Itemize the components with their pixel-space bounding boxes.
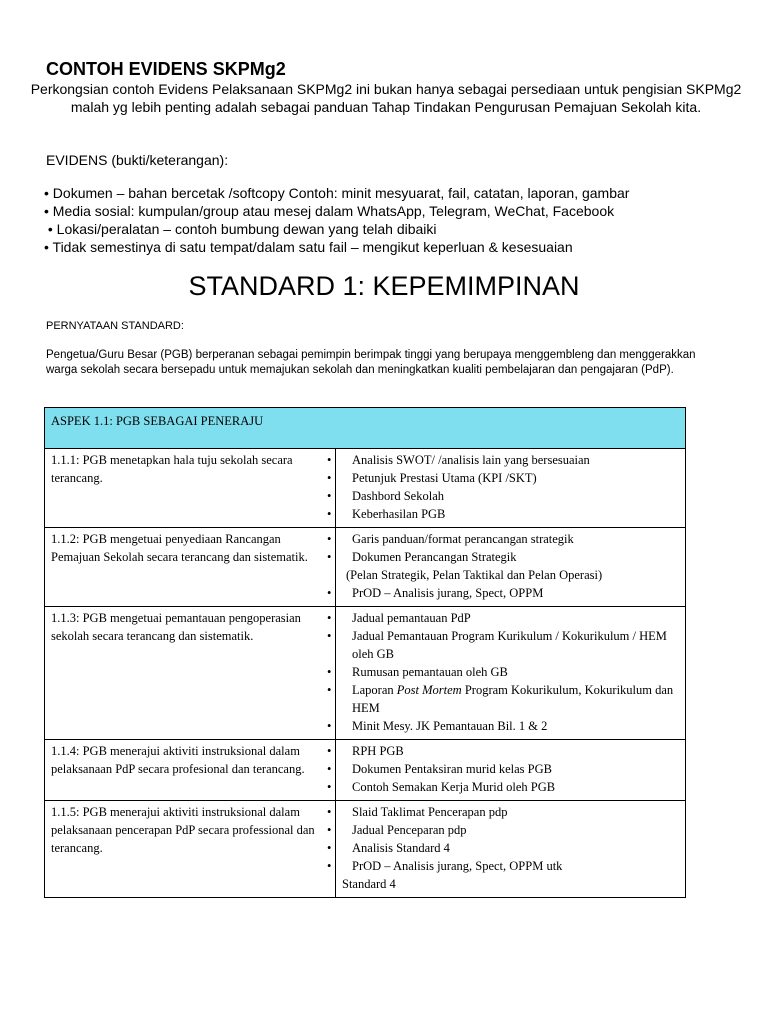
evidens-item: • Dokumen – bahan bercetak /softcopy Contoh: minit mesyuarat, fail, catatan, laporan, gambar [44,185,630,201]
pernyataan-label: PERNYATAAN STANDARD: [46,320,184,332]
aspek-table [44,407,686,898]
table-header-row [45,408,686,449]
criteria-cell: 1.1.2: PGB mengetuai penyediaan Rancangan Pemajuan Sekolah secara terancang dan sistematik. [45,528,336,607]
evidence-item: • Dokumen Pentaksiran murid kelas PGB [346,760,679,778]
evidence-item: • Jadual pemantauan PdP [346,609,679,627]
table-row [45,740,686,801]
evidence-cell [336,528,686,607]
document-title: CONTOH EVIDENS SKPMg2 [46,59,286,79]
evidence-item: • Contoh Semakan Kerja Murid oleh PGB [346,778,679,796]
laporan-before: Laporan [352,683,397,697]
evidence-list [342,803,679,875]
evidens-item: • Tidak semestinya di satu tempat/dalam satu fail – mengikut keperluan & kesesuaian [44,239,573,255]
criteria-cell: 1.1.3: PGB mengetuai pemantauan pengoperasian sekolah secara terancang dan sistematik. [45,607,336,740]
pernyataan-text: Pengetua/Guru Besar (PGB) berperanan sebagai pemimpin berimpak tinggi yang berupaya menggembleng dan menggerakkan warga sekolah secara bersepadu untuk memajukan sekolah dan meningkatkan kualiti pembelajaran dan pengajaran (PdP). [46,349,696,376]
evidence-list [342,609,679,735]
evidence-list [342,451,679,523]
evidens-heading: EVIDENS (bukti/keterangan): [46,152,229,168]
laporan-after: Program Kokurikulum, Kokurikulum dan HEM [352,683,674,715]
standard-title: STANDARD 1: KEPEMIMPINAN [188,271,580,301]
evidence-cell [336,801,686,898]
evidence-cell [336,607,686,740]
criteria-cell: 1.1.4: PGB menerajui aktiviti instruksional dalam pelaksanaan PdP secara profesional dan terancang. [45,740,336,801]
evidence-item: • Dokumen Perancangan Strategik [346,548,679,566]
evidence-item-laporan [346,681,679,717]
evidence-list [342,742,679,796]
evidence-item: • Jadual Pemantauan Program Kurikulum / Kokurikulum / HEM oleh GB [346,627,679,663]
evidens-item: • Media sosial: kumpulan/group atau mesej dalam WhatsApp, Telegram, WeChat, Facebook [44,203,615,219]
evidence-item: • RPH PGB [346,742,679,760]
evidence-note: (Pelan Strategik, Pelan Taktikal dan Pelan Operasi) [346,568,603,582]
evidence-item: • Analisis SWOT/ /analisis lain yang bersesuaian [346,451,679,469]
evidence-trailing: Standard 4 [342,877,396,891]
intro-paragraph: Perkongsian contoh Evidens Pelaksanaan SKPMg2 ini bukan hanya sebagai persediaan untuk pengisian SKPMg2 malah yg lebih penting adalah sebagai panduan Tahap Tindakan Pengurusan Pemajuan Sekolah kita. [30,81,742,115]
table-row [45,528,686,607]
evidence-item: • Keberhasilan PGB [346,505,679,523]
table-row [45,607,686,740]
evidens-list [44,184,629,256]
evidence-list [342,584,679,602]
evidens-item: • Lokasi/peralatan – contoh bumbung dewan yang telah dibaiki [44,221,437,237]
evidence-item: • Rumusan pemantauan oleh GB [346,663,679,681]
table-row [45,801,686,898]
evidence-item: • Dashbord Sekolah [346,487,679,505]
evidence-item: • Garis panduan/format perancangan strategik [346,530,679,548]
evidence-item: • Jadual Penceparan pdp [346,821,679,839]
table-row [45,449,686,528]
evidence-item: • Slaid Taklimat Pencerapan pdp [346,803,679,821]
criteria-cell: 1.1.5: PGB menerajui aktiviti instruksional dalam pelaksanaan pencerapan PdP secara professional dan terancang. [45,801,336,898]
evidence-item: • Analisis Standard 4 [346,839,679,857]
evidence-item: • PrOD – Analisis jurang, Spect, OPPM utk [346,857,679,875]
laporan-italic: Post Mortem [396,683,462,697]
evidence-item: • Petunjuk Prestasi Utama (KPI /SKT) [346,469,679,487]
evidence-item: • Minit Mesy. JK Pemantauan Bil. 1 & 2 [346,717,679,735]
evidence-list [342,530,679,566]
evidence-cell [336,740,686,801]
aspek-header: ASPEK 1.1: PGB SEBAGAI PENERAJU [45,408,686,449]
criteria-cell: 1.1.1: PGB menetapkan hala tuju sekolah secara terancang. [45,449,336,528]
evidence-cell [336,449,686,528]
evidence-item: • PrOD – Analisis jurang, Spect, OPPM [346,584,679,602]
